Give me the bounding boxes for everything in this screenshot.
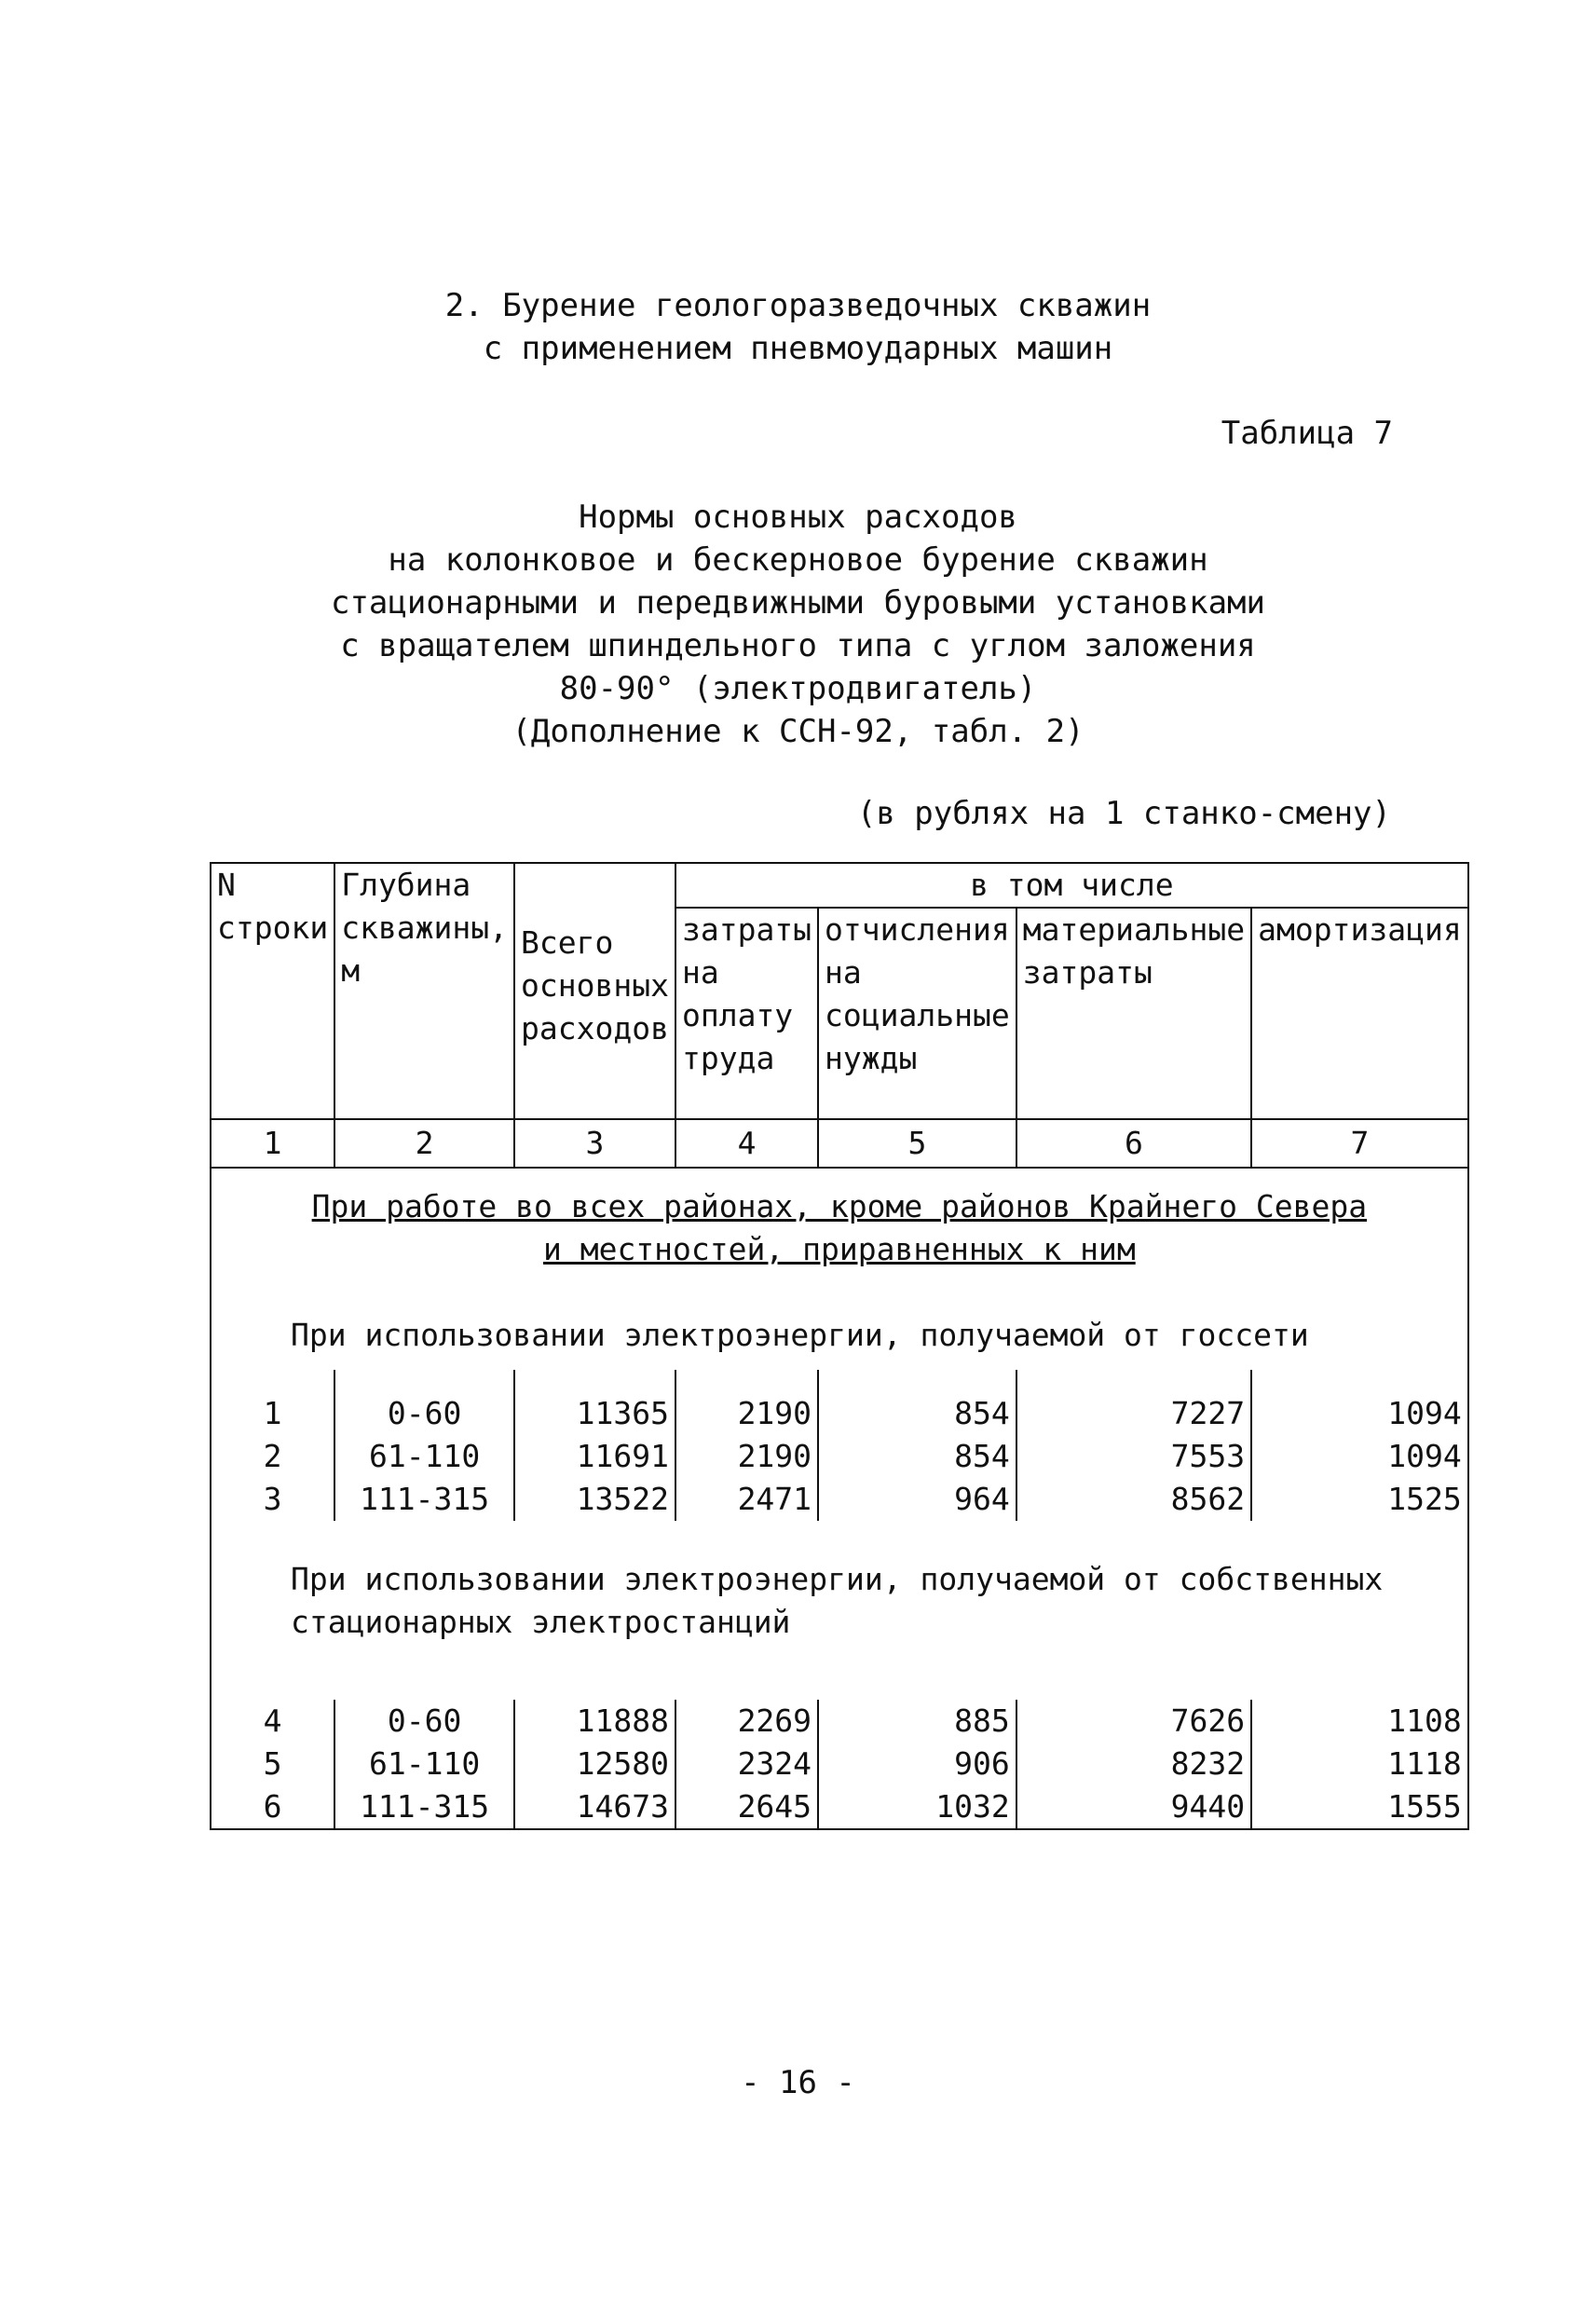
cell-depth: 111-315: [334, 1785, 514, 1829]
cell-row-no: 6: [211, 1785, 334, 1829]
cell-amortization: 1108: [1251, 1700, 1468, 1743]
cell-materials: 7227: [1016, 1370, 1251, 1435]
section-title: 2. Бурение геологоразведочных скважин с применением пневмоударных машин: [444, 287, 1152, 367]
page-number: - 16 -: [741, 2064, 855, 2101]
cell-materials: 8562: [1016, 1478, 1251, 1521]
cell-row-no: 1: [211, 1370, 334, 1435]
header-including: в том числе: [675, 863, 1468, 908]
cell-social: 1032: [818, 1785, 1016, 1829]
cell-social: 906: [818, 1743, 1016, 1785]
column-number: 6: [1016, 1119, 1251, 1168]
group-heading: При использовании электроэнергии, получаемой от госсети: [211, 1284, 1468, 1370]
cell-amortization: 1555: [1251, 1785, 1468, 1829]
header-materials: материальные затраты: [1016, 908, 1251, 1119]
table-row: [211, 1478, 1468, 1521]
header-row-no: N строки: [211, 863, 334, 1119]
cell-depth: 0-60: [334, 1370, 514, 1435]
cell-depth: 111-315: [334, 1478, 514, 1521]
table-caption: Нормы основных расходов на колонковое и бескерновое бурение скважин стационарными и передвижными буровыми установками с вращателем шпиндельного типа с углом заложения 80-90° (электродвигатель) (Дополнение к ССН-92, табл. 2): [330, 499, 1266, 750]
cell-social: 854: [818, 1435, 1016, 1478]
header-social: отчисления на социальные нужды: [818, 908, 1016, 1119]
cell-materials: 7626: [1016, 1700, 1251, 1743]
cell-labor: 2645: [675, 1785, 818, 1829]
region-heading-row: [211, 1168, 1468, 1284]
column-number: 2: [334, 1119, 514, 1168]
cell-materials: 9440: [1016, 1785, 1251, 1829]
table-header-row: [211, 863, 1468, 908]
cell-labor: 2190: [675, 1435, 818, 1478]
cell-total: 11691: [514, 1435, 675, 1478]
cell-amortization: 1525: [1251, 1478, 1468, 1521]
column-number: 4: [675, 1119, 818, 1168]
cell-social: 854: [818, 1370, 1016, 1435]
cell-depth: 61-110: [334, 1435, 514, 1478]
cell-depth: 61-110: [334, 1743, 514, 1785]
cell-total: 12580: [514, 1743, 675, 1785]
cell-labor: 2471: [675, 1478, 818, 1521]
group-heading-row: [211, 1521, 1468, 1700]
cell-amortization: 1094: [1251, 1370, 1468, 1435]
table-row: [211, 1785, 1468, 1829]
table-row: [211, 1435, 1468, 1478]
cell-total: 11888: [514, 1700, 675, 1743]
table-row: [211, 1370, 1468, 1435]
column-number: 3: [514, 1119, 675, 1168]
group-heading: При использовании электроэнергии, получаемой от собственных стационарных электростанций: [211, 1521, 1468, 1700]
group-heading-row: [211, 1284, 1468, 1370]
table-row: [211, 1743, 1468, 1785]
units-note: (в рублях на 1 станко-смену): [856, 795, 1391, 832]
cell-total: 14673: [514, 1785, 675, 1829]
cell-depth: 0-60: [334, 1700, 514, 1743]
cell-social: 885: [818, 1700, 1016, 1743]
cell-row-no: 2: [211, 1435, 334, 1478]
cell-labor: 2269: [675, 1700, 818, 1743]
cell-amortization: 1118: [1251, 1743, 1468, 1785]
norms-table: [210, 862, 1469, 1830]
column-numbers-row: [211, 1119, 1468, 1168]
header-labor: затраты на оплату труда: [675, 908, 818, 1119]
column-number: 1: [211, 1119, 334, 1168]
cell-materials: 8232: [1016, 1743, 1251, 1785]
cell-labor: 2324: [675, 1743, 818, 1785]
cell-row-no: 5: [211, 1743, 334, 1785]
region-heading: При работе во всех районах, кроме районов Крайнего Севера и местностей, приравненных к ним: [211, 1168, 1468, 1284]
cell-social: 964: [818, 1478, 1016, 1521]
table-row: [211, 1700, 1468, 1743]
header-amortization: амортизация: [1251, 908, 1468, 1119]
cell-total: 13522: [514, 1478, 675, 1521]
cell-amortization: 1094: [1251, 1435, 1468, 1478]
table-number: Таблица 7: [1221, 415, 1393, 452]
column-number: 7: [1251, 1119, 1468, 1168]
header-depth: Глубина скважины, м: [334, 863, 514, 1119]
header-total: Всего основных расходов: [514, 863, 675, 1119]
cell-labor: 2190: [675, 1370, 818, 1435]
column-number: 5: [818, 1119, 1016, 1168]
cell-total: 11365: [514, 1370, 675, 1435]
cell-row-no: 3: [211, 1478, 334, 1521]
cell-row-no: 4: [211, 1700, 334, 1743]
cell-materials: 7553: [1016, 1435, 1251, 1478]
